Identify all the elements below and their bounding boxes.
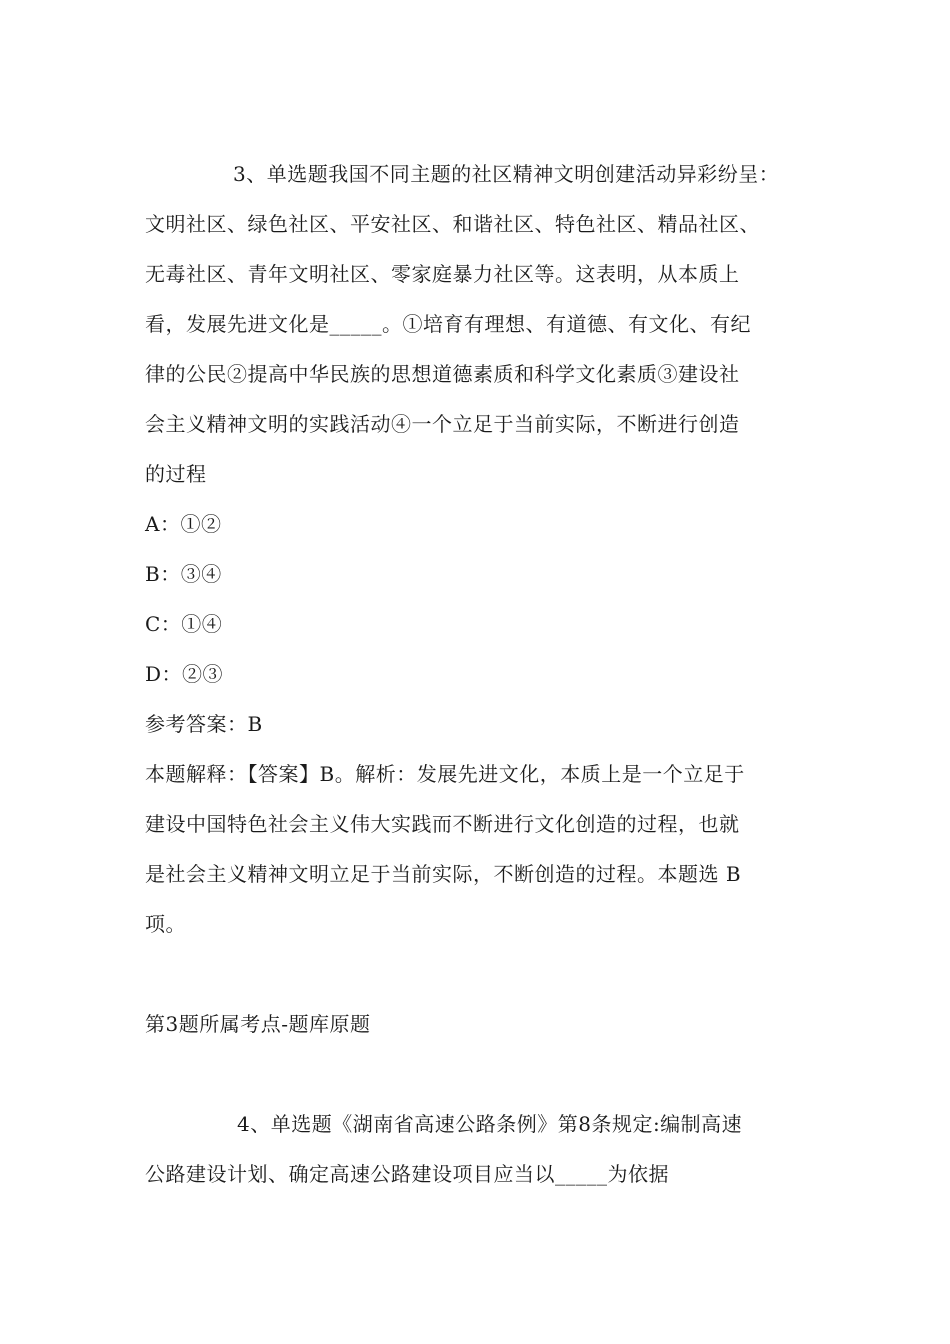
question-3-line-3: 无毒社区、青年文明社区、零家庭暴力社区等。这表明，从本质上	[145, 262, 740, 286]
question-3-topic: 第3题所属考点-题库原题	[145, 1012, 371, 1036]
question-4-line-2: 公路建设计划、确定高速公路建设项目应当以_____为依据	[145, 1162, 669, 1186]
option-c: C：①④	[145, 612, 223, 636]
option-b: B：③④	[145, 562, 222, 586]
question-4-line-1: 4、单选题《湖南省高速公路条例》第8条规定:编制高速	[237, 1112, 743, 1136]
question-3-line-5: 律的公民②提高中华民族的思想道德素质和科学文化素质③建设社	[145, 362, 740, 386]
question-3-line-7: 的过程	[145, 462, 207, 486]
reference-answer: 参考答案：B	[145, 712, 263, 736]
explanation-line-2: 建设中国特色社会主义伟大实践而不断进行文化创造的过程，也就	[145, 812, 740, 836]
option-a: A：①②	[145, 512, 222, 536]
question-3-line-4: 看，发展先进文化是_____。①培育有理想、有道德、有文化、有纪	[145, 312, 751, 336]
explanation-line-4: 项。	[145, 912, 186, 936]
explanation-line-1: 本题解释：【答案】B。解析：发展先进文化，本质上是一个立足于	[145, 762, 745, 786]
option-d: D：②③	[145, 662, 224, 686]
question-3-line-2: 文明社区、绿色社区、平安社区、和谐社区、特色社区、精品社区、	[145, 212, 760, 236]
question-3-line-1: 3、单选题我国不同主题的社区精神文明创建活动异彩纷呈：	[233, 162, 780, 186]
explanation-line-3: 是社会主义精神文明立足于当前实际，不断创造的过程。本题选 B	[145, 862, 742, 886]
question-3-line-6: 会主义精神文明的实践活动④一个立足于当前实际，不断进行创造	[145, 412, 740, 436]
